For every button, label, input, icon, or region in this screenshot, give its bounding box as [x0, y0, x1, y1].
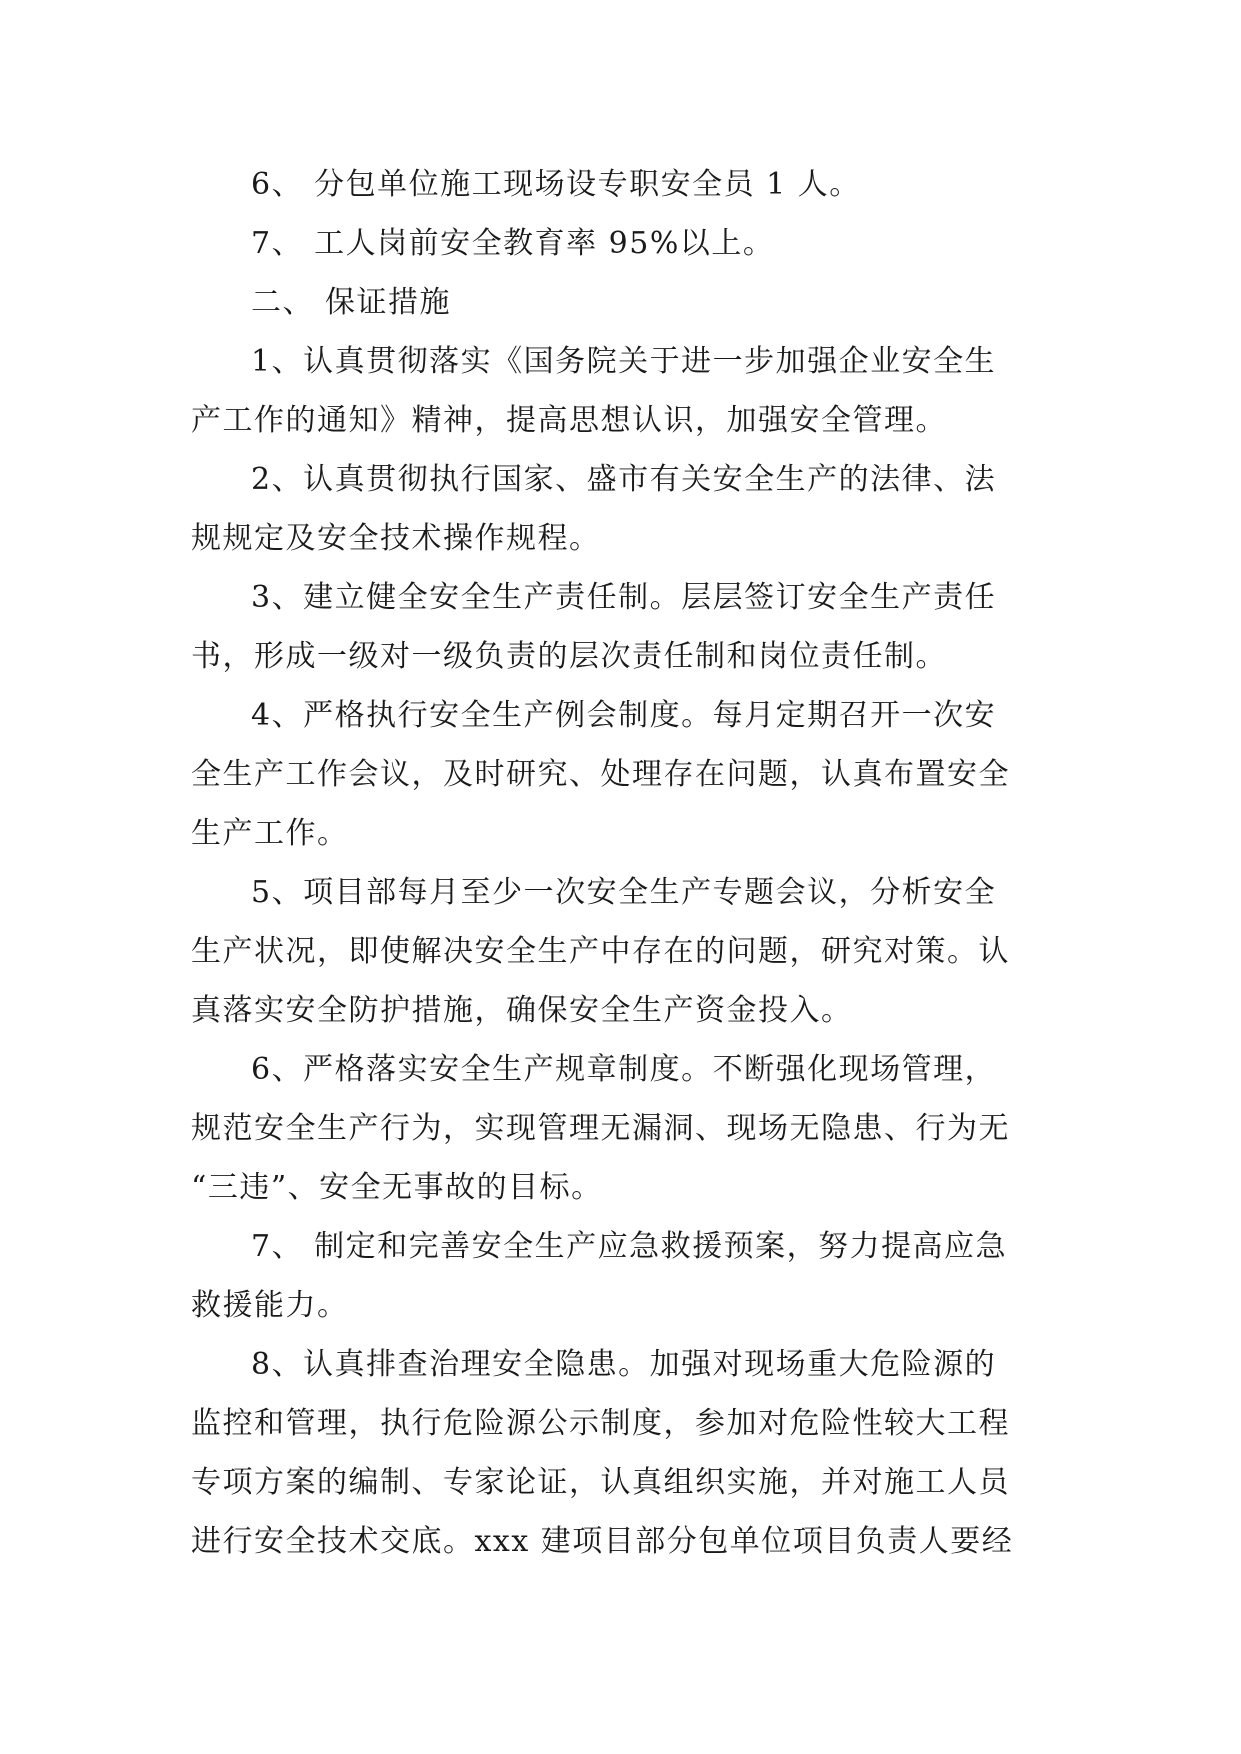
- measure-1-line-1: 1、认真贯彻落实《国务院关于进一步加强企业安全生: [251, 344, 997, 379]
- measure-8-line-2: 监控和管理，执行危险源公示制度，参加对危险性较大工程: [191, 1406, 1010, 1441]
- measure-2-line-2: 规规定及安全技术操作规程。: [191, 521, 601, 556]
- measure-3-line-2: 书，形成一级对一级负责的层次责任制和岗位责任制。: [191, 639, 947, 674]
- measure-7-line-2: 救援能力。: [191, 1288, 349, 1323]
- section-heading-guarantee-measures: 二、 保证措施: [251, 285, 452, 320]
- measure-7-line-1: 7、 制定和完善安全生产应急救援预案，努力提高应急: [251, 1229, 1008, 1264]
- measure-5-line-2: 生产状况，即使解决安全生产中存在的问题，研究对策。认: [191, 934, 1010, 969]
- measure-6-line-2: 规范安全生产行为，实现管理无漏洞、现场无隐患、行为无: [191, 1111, 1010, 1146]
- measure-5-line-1: 5、项目部每月至少一次安全生产专题会议，分析安全: [251, 875, 997, 910]
- measure-3-line-1: 3、建立健全安全生产责任制。层层签订安全生产责任: [251, 580, 997, 615]
- document-body: [191, 155, 1051, 1571]
- measure-8-line-4: 进行安全技术交底。xxx 建项目部分包单位项目负责人要经: [191, 1524, 1014, 1559]
- measure-6-line-3: “三违”、安全无事故的目标。: [191, 1170, 603, 1205]
- measure-6-line-1: 6、严格落实安全生产规章制度。不断强化现场管理，: [251, 1052, 997, 1087]
- measure-5-line-3: 真落实安全防护措施，确保安全生产资金投入。: [191, 993, 853, 1028]
- list-item-6-site-safety-officer: 6、 分包单位施工现场设专职安全员 1 人。: [251, 167, 861, 202]
- measure-8-line-3: 专项方案的编制、专家论证，认真组织实施，并对施工人员: [191, 1465, 1010, 1500]
- list-item-7-worker-education-rate: 7、 工人岗前安全教育率 95%以上。: [251, 226, 775, 261]
- measure-8-line-1: 8、认真排查治理安全隐患。加强对现场重大危险源的: [251, 1347, 997, 1382]
- measure-1-line-2: 产工作的通知》精神，提高思想认识，加强安全管理。: [191, 403, 947, 438]
- measure-4-line-3: 生产工作。: [191, 816, 349, 851]
- measure-4-line-2: 全生产工作会议，及时研究、处理存在问题，认真布置安全: [191, 757, 1010, 792]
- measure-4-line-1: 4、严格执行安全生产例会制度。每月定期召开一次安: [251, 698, 997, 733]
- measure-2-line-1: 2、认真贯彻执行国家、盛市有关安全生产的法律、法: [251, 462, 997, 497]
